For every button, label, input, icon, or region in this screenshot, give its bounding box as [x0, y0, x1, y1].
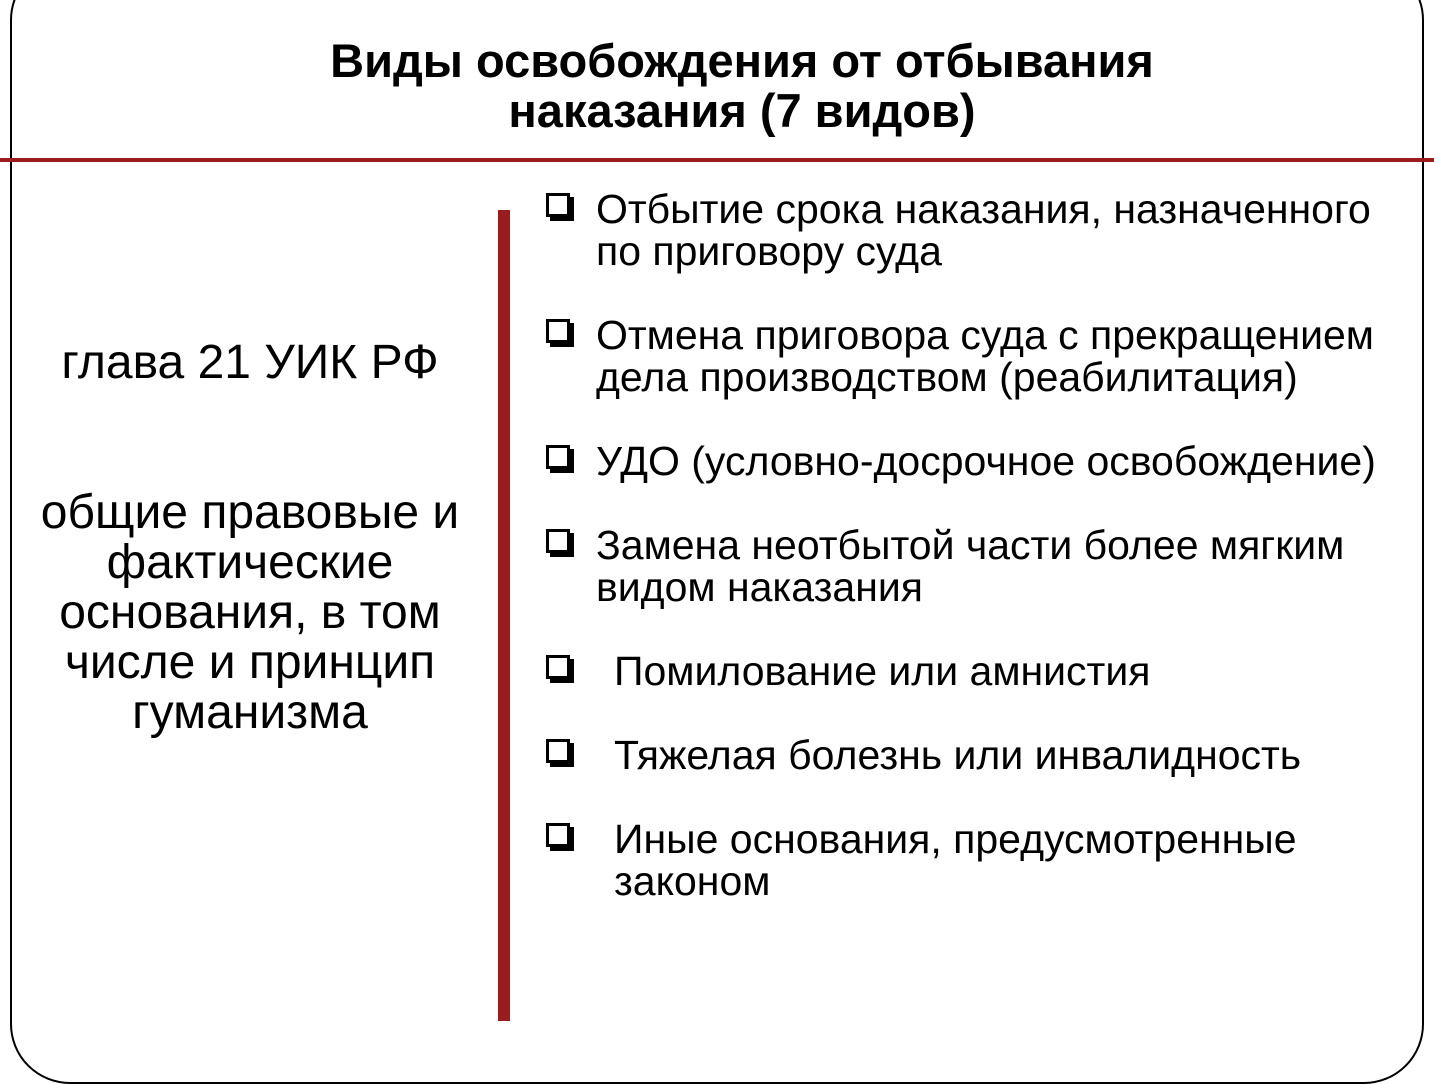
list-item — [540, 314, 1420, 398]
checkbox-square-icon — [546, 445, 570, 469]
list-item — [540, 650, 1420, 692]
list-item-text: Отбытие срока наказания, назначенного по приговору суда — [596, 186, 1371, 274]
checkbox-square-icon — [546, 655, 570, 679]
checkbox-square-icon — [546, 529, 570, 553]
general-grounds-text: общие правовые и фактические основания, в том числе и принцип гуманизма — [40, 486, 460, 739]
list-item-text: Помилование или амнистия — [614, 648, 1151, 694]
release-types-list — [540, 188, 1420, 902]
vertical-divider — [498, 210, 510, 1021]
slide-title-line-2: наказания (7 видов) — [508, 84, 976, 137]
list-item-text: УДО (условно-досрочное освобождение) — [596, 438, 1376, 484]
slide-title-line-1: Виды освобождения от отбывания — [330, 34, 1154, 87]
slide-title — [0, 36, 1434, 136]
checkbox-square-icon — [546, 823, 570, 847]
list-item — [540, 734, 1420, 776]
title-underline-rule — [0, 158, 1434, 162]
chapter-reference: глава 21 УИК РФ — [61, 336, 439, 389]
checkbox-square-icon — [546, 193, 570, 217]
list-item — [540, 440, 1420, 482]
list-item-text: Иные основания, предусмотренные законом — [614, 816, 1297, 904]
list-item — [540, 188, 1420, 272]
left-panel — [30, 338, 470, 738]
list-item-text: Тяжелая болезнь или инвалидность — [614, 732, 1302, 778]
checkbox-square-icon — [546, 319, 570, 343]
checkbox-square-icon — [546, 739, 570, 763]
list-item-text: Замена неотбытой части более мягким видом наказания — [596, 522, 1345, 610]
list-item — [540, 818, 1420, 902]
list-item — [540, 524, 1420, 608]
list-item-text: Отмена приговора суда с прекращением дела производством (реабилитация) — [596, 312, 1374, 400]
